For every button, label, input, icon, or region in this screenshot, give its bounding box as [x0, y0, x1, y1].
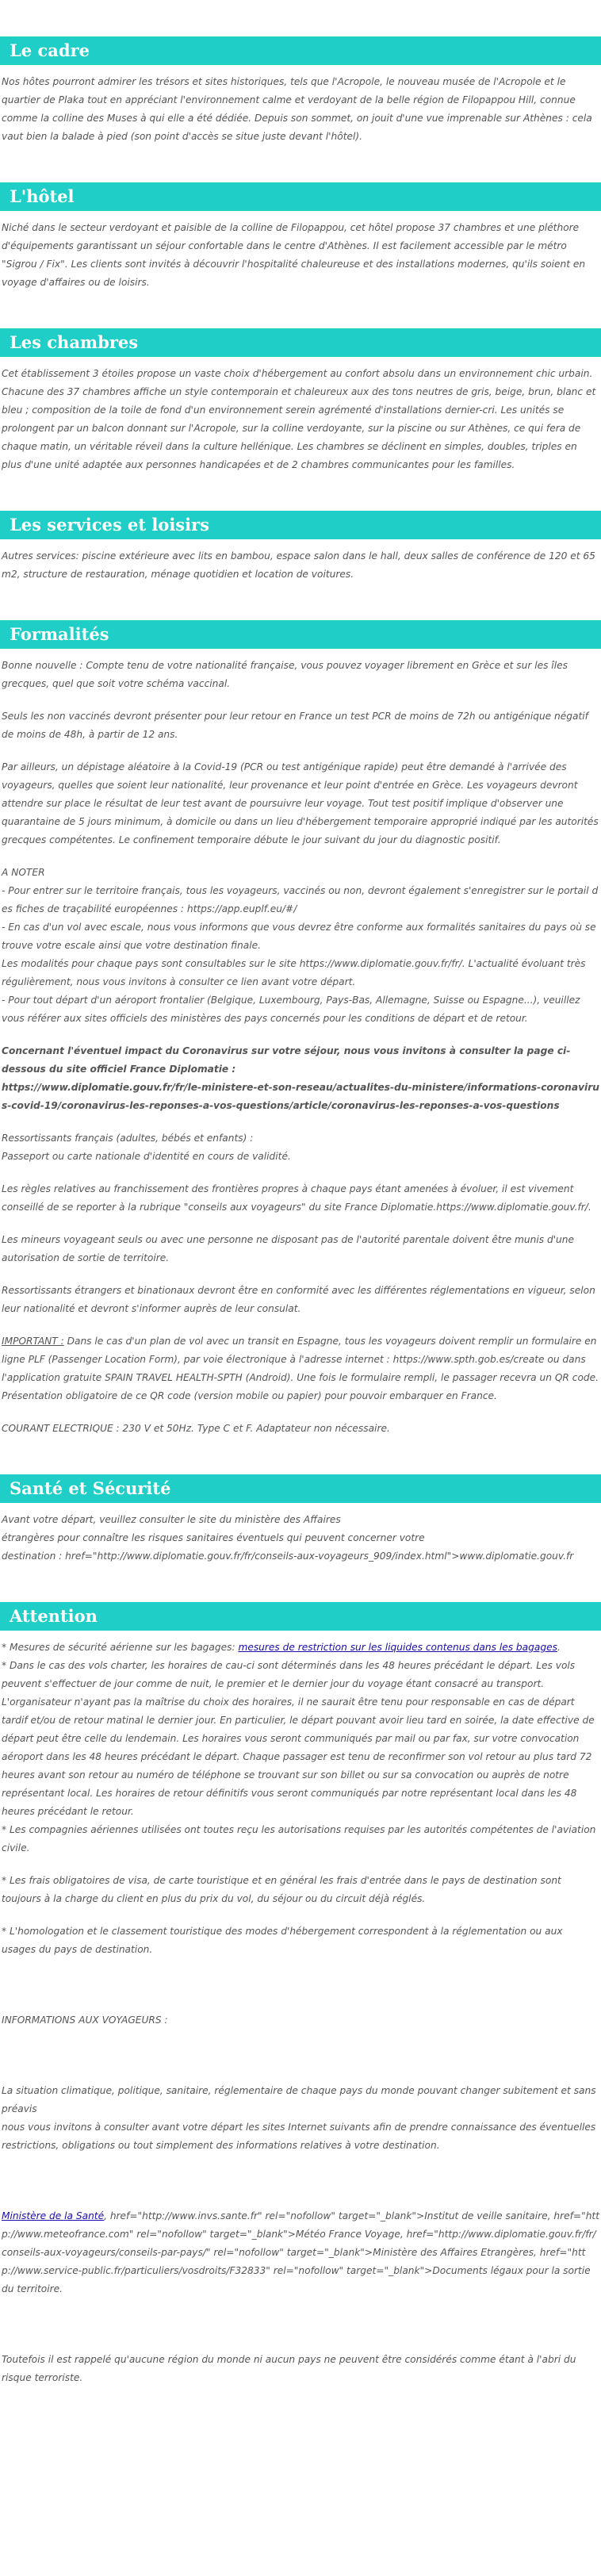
terrorisme-text: Toutefois il est rappelé qu'aucune région du monde ni aucun pays ne peuvent être considérés comme étant à l'abri du risque terroriste.	[2, 2354, 576, 2383]
important-paragraph	[2, 1332, 599, 1405]
situation-text: La situation climatique, politique, sanitaire, réglementaire de chaque pays du monde pouvant changer subitement et sans préavis	[2, 2085, 596, 2114]
info-voyageurs-title: INFORMATIONS AUX VOYAGEURS :	[2, 2014, 168, 2026]
section-chambres	[0, 328, 601, 474]
ressortissants-title: Ressortissants français (adultes, bébés et enfants) :	[2, 1133, 254, 1144]
section-title-services: Les services et loisirs	[0, 511, 601, 539]
courant-text: COURANT ELECTRIQUE : 230 V et 50Hz. Type C et F. Adaptateur non nécessaire.	[2, 1423, 390, 1434]
regles-text: Les règles relatives au franchissement des frontières propres à chaque pays étant amenées à évoluer, il est vivement conseillé de se reporter à la rubrique "conseils aux voyageurs" du site France Diplomatie.https://www.diplomatie.gouv.fr/.	[2, 1183, 591, 1213]
important-label: IMPORTANT :	[2, 1336, 64, 1347]
section-title-hotel: L'hôtel	[0, 182, 601, 211]
homologation-text: * L'homologation et le classement touristique des modes d'hébergement correspondent à la réglementation ou aux usages du pays de destination.	[2, 1926, 563, 1955]
ministere-paragraph	[2, 2207, 599, 2298]
section-title-cadre: Le cadre	[0, 36, 601, 65]
bagages-end: .	[557, 1642, 561, 1653]
important-text: Dans le cas d'un plan de vol avec un transit en Espagne, tous les voyageurs doivent remplir un formulaire en ligne PLF (Passenger Location Form), par voie électronique à l'adresse internet : https://www.spth.gob.es/create ou dans l'application gratuite SPAIN TRAVEL HEALTH-SPTH (Android). Une fois le formulaire rempli, le passager recevra un QR code. Présentation obligatoire de ce QR code (version mobile ou papier) pour pouvoir embarquer en France.	[2, 1336, 599, 1401]
note-line: - Pour entrer sur le territoire français, tous les voyageurs, vaccinés ou non, devront également s'enregistrer sur le portail des fiches de traçabilité européennes : https://app.euplf.eu/#/	[2, 885, 599, 914]
section-title-chambres: Les chambres	[0, 328, 601, 357]
note-line: - En cas d'un vol avec escale, nous vous informons que vous devrez être conforme aux formalités sanitaires du pays où se trouve votre escale ainsi que votre destination finale.	[2, 922, 596, 951]
section-attention	[0, 1602, 601, 2387]
section-services	[0, 511, 601, 584]
compagnies-text: * Les compagnies aériennes utilisées ont toutes reçu les autorisations requises par les autorités compétentes de l'aviation civile.	[2, 1824, 596, 1853]
mineurs-text: Les mineurs voyageant seuls ou avec une personne ne disposant pas de l'autorité parentale doivent être munis d'une autorisation de sortie de territoire.	[2, 1234, 575, 1263]
chambres-text: Cet établissement 3 étoiles propose un vaste choix d'hébergement au confort absolu dans un environnement chic urbain. Chacune des 37 chambres affiche un style contemporain et chaleureux aux des tons neutres de gris, beige, brun, blanc et bleu ; composition de la toile de fond d'un environnement serein agrémenté d'installations dernier-cri. Les unités se prolongent par un balcon donnant sur l'Acropole, sur la colline verdoyante, sur la piscine ou sur Athènes, ce qui fera de chaque matin, un véritable réveil dans la culture hellénique. Les chambres se déclinent en simples, doubles, triples en plus d'une unité adaptée aux personnes handicapées et de 2 chambres communicantes pour les familles.	[2, 368, 596, 470]
frais-text: * Les frais obligatoires de visa, de carte touristique et en général les frais d'entrée dans le pays de destination sont toujours à la charge du client en plus du prix du vol, du séjour ou du circuit déjà réglés.	[2, 1875, 561, 1904]
formalites-p1: Bonne nouvelle : Compte tenu de votre nationalité française, vous pouvez voyager librement en Grèce et sur les îles grecques, quel que soit votre schéma vaccinal.	[2, 660, 568, 689]
sante-line: Avant votre départ, veuillez consulter le site du ministère des Affaires	[2, 1514, 341, 1525]
section-cadre	[0, 36, 601, 146]
formalites-p2: Seuls les non vaccinés devront présenter pour leur retour en France un test PCR de moins de 72h ou antigénique négatif de moins de 48h, à partir de 12 ans.	[2, 711, 588, 740]
note-line: - Pour tout départ d'un aéroport frontalier (Belgique, Luxembourg, Pays-Bas, Allemagne, Suisse ou Espagne...), veuillez vous référer aux sites officiels des ministères des pays concernés pour les conditions de départ et de retour.	[2, 995, 580, 1024]
ministere-rest: , href="http://www.invs.sante.fr" rel="nofollow" target="_blank">Institut de veille sanitaire, href="http://www.meteofrance.com" rel="nofollow" target="_blank">Météo France Voyage, href="http://www.diplomatie.gouv.fr/fr/conseils-aux-voyageurs/conseils-par-pays/" rel="nofollow" target="_blank">Ministère des Affaires Etrangères, href="http://www.service-public.fr/particuliers/vosdroits/F32833" rel="nofollow" target="_blank">Documents légaux pour la sortie du territoire.	[2, 2210, 599, 2294]
horaires-text: * Dans le cas des vols charter, les horaires de cau-ci sont déterminés dans les 48 heures précédant le départ. Les vols peuvent s'effectuer de jour comme de nuit, le premier et le dernier jour du voyage étant consacré au transport. L'organisateur n'ayant pas la maîtrise du choix des horaires, il ne saurait être tenu pour responsable en cas de départ tardif et/ou de retour matinal le dernier jour. En particulier, le départ pouvant avoir lieu tard en soirée, la date effective de départ peut être celle du lendemain. Les horaires vous seront communiqués par mail ou par fax, sur votre convocation aéroport dans les 48 heures précédant le départ. Chaque passager est tenu de reconfirmer son vol retour au plus tard 72 heures avant son retour au numéro de téléphone se trouvant sur son billet ou sur sa convocation ou auprès de notre représentant local. Les horaires de retour définitifs vous seront communiqués par notre représentant local dans les 48 heures précédant le retour.	[2, 1660, 595, 1817]
note-title: A NOTER	[2, 867, 45, 878]
hotel-text: Niché dans le secteur verdoyant et paisible de la colline de Filopappou, cet hôtel propose 37 chambres et une pléthore d'équipements garantissant un séjour confortable dans le centre d'Athènes. Il est facilement accessible par le métro "Sigrou / Fix". Les clients sont invités à découvrir l'hospitalité chaleureuse et des installations modernes, qu'ils soient en voyage d'affaires ou de loisirs.	[2, 222, 586, 288]
section-hotel	[0, 182, 601, 292]
formalites-p3: Par ailleurs, un dépistage aléatoire à la Covid-19 (PCR ou test antigénique rapide) peut être demandé à l'arrivée des voyageurs, quelles que soient leur nationalité, leur provenance et leur point d'entrée en Grèce. Les voyageurs devront attendre sur place le résultat de leur test avant de poursuivre leur voyage. Tout test positif implique d'observer une quarantaine de 5 jours minimum, à domicile ou dans un lieu d'hébergement temporaire approprié indiqué par les autorités grecques compétentes. Le confinement temporaire débute le jour suivant du jour du diagnostic positif.	[2, 761, 599, 845]
ministere-sante-link[interactable]: Ministère de la Santé	[2, 2210, 105, 2221]
section-title-attention: Attention	[0, 1602, 601, 1631]
etrangers-text: Ressortissants étrangers et binationaux devront être en conformité avec les différentes réglementations en vigueur, selon leur nationalité et devront s'informer auprès de leur consulat.	[2, 1285, 595, 1314]
coronavirus-url: https://www.diplomatie.gouv.fr/fr/le-ministere-et-son-reseau/actualites-du-ministere/informations-coronavirus-covid-19/coronavirus-les-reponses-a-vos-questions/article/coronavirus-les-reponses-a-vos-questions	[2, 1082, 599, 1111]
situation-text-2: nous vous invitons à consulter avant votre départ les sites Internet suivants afin de prendre connaissance des éventuelles restrictions, obligations ou tout simplement des informations relatives à votre destination.	[2, 2122, 596, 2151]
ressortissants-doc: Passeport ou carte nationale d'identité en cours de validité.	[2, 1151, 291, 1162]
coronavirus-lead: Concernant l'éventuel impact du Coronavirus sur votre séjour, nous vous invitons à consulter la page ci-dessous du site officiel France Diplomatie :	[2, 1045, 571, 1075]
bagages-line	[2, 1639, 599, 1657]
bagages-text: * Mesures de sécurité aérienne sur les bagages:	[2, 1642, 239, 1653]
liquides-link[interactable]: mesures de restriction sur les liquides contenus dans les bagages	[238, 1642, 557, 1653]
section-title-sante: Santé et Sécurité	[0, 1474, 601, 1503]
section-title-formalites: Formalités	[0, 620, 601, 649]
note-line: Les modalités pour chaque pays sont consultables sur le site https://www.diplomatie.gouv.fr/fr/. L'actualité évoluant très régulièrement, nous vous invitons à consulter ce lien avant votre départ.	[2, 958, 586, 987]
sante-line: destination : href="http://www.diplomatie.gouv.fr/fr/conseils-aux-voyageurs_909/index.html">www.diplomatie.gouv.fr	[2, 1551, 574, 1562]
sante-line: étrangères pour connaître les risques sanitaires éventuels qui peuvent concerner votre	[2, 1532, 425, 1543]
services-text: Autres services: piscine extérieure avec lits en bambou, espace salon dans le hall, deux salles de conférence de 120 et 65 m2, structure de restauration, ménage quotidien et location de voitures.	[2, 550, 595, 580]
section-sante	[0, 1474, 601, 1566]
cadre-text: Nos hôtes pourront admirer les trésors et sites historiques, tels que l'Acropole, le nouveau musée de l'Acropole et le quartier de Plaka tout en appréciant l'environnement calme et verdoyant de la belle région de Filopappou Hill, connue comme la colline des Muses à qui elle a été dédiée. Depuis son sommet, on jouit d'une vue imprenable sur Athènes : cela vaut bien la balade à pied (son point d'accès se situe juste devant l'hôtel).	[2, 76, 592, 142]
section-formalites	[0, 620, 601, 1438]
